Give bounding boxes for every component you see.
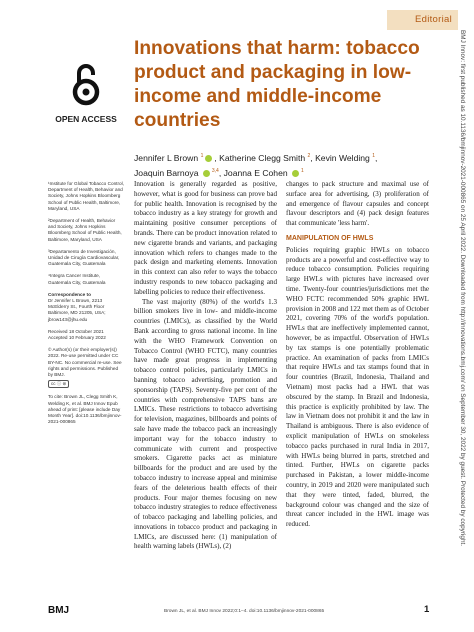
- accepted-date: Accepted 10 February 2022: [48, 335, 106, 341]
- open-access-label: OPEN ACCESS: [55, 114, 117, 124]
- paragraph: Policies requiring graphic HWLs on tobacco products are a powerful and cost-effective way to reduce tobacco consumption. Policies requiring large HWLs with pictures have increased over time. Twenty-four countries/jurisdictions met the WHO FCTC recommended 50% graphic HWL provision in 2008 and 122 met them as of October 2021, covering 70% of the world's population. HWLs that are ineffectively implemented cannot, however, be as impactful. Observation of HWLs by tax stamps is one potentially problematic practice. An examination of packs from LMICs that require HWLs and tax stamps found that in four countries (Brazil, Indonesia, Thailand and Vietnam) most packs had a HWL that was obscured by the stamp. In Brazil and Indonesia, this practice is explicitly prohibited by law. The law in Vietnam does not prohibit it and the law in Thailand is ambiguous. There is also evidence of explicit manipulation of HWLs on smokeless tobacco packs purchased in rural India in 2017, with HWLs being blurred in parts, stretched and tinted. Further, HWLs on cigarette packs purchased in Pakistan, a lower middle-income country, in 2019 and 2020 were manipulated such that they were tinted, faded, blurred, the background colour was changed and the size of threat cancer included in the HWL image was reduced.: [286, 245, 429, 529]
- affiliation: ¹Institute for Global Tobacco Control, Department of Health, Behavior and Society, Johns Hopkins Bloomberg School of Public Health, Baltimore, Maryland, USA: [48, 181, 124, 211]
- section-heading: MANIPULATION OF HWLS: [286, 234, 374, 242]
- affiliation: ²Department of Health, Behavior and Society, Johns Hopkins Bloomberg School of Public Health, Baltimore, Maryland, USA: [48, 218, 122, 242]
- correspondence-body: Dr Jennifer L Brown, 2213 McElderry St., Fourth Floor Baltimore, MD 21205, USA; jbrow143@jhu.edu: [48, 298, 106, 322]
- author-name: Katherine Clegg Smith: [219, 152, 306, 163]
- paragraph: The vast majority (80%) of the world's 1.3 billion smokers live in low- and middle-income countries (LMICs), as classified by the World Bank according to gross national income. In line with the WHO Framework Convention on Tobacco Control (WHO FCTC), many countries have made great progress in implementing tobacco control policies, particularly LMICs in banning tobacco advertising, promotion and sponsorship (TAPS). Seventy-five per cent of the countries with comprehensive TAPS bans are LMICs. These restrictions to tobacco advertising for television, magazines, billboards and points of sale have made the tobacco pack an increasingly important way for the tobacco industry to communicate with current and prospective smokers. Cigarette packs act as miniature billboards for the product and are used by the tobacco industry to increase appeal and minimise fears of the deleterious health effects of their products. Four major themes focusing on new tobacco industry strategies to reduce effectiveness of tobacco packaging and labelling policies, and innovations in tobacco product and packaging in LMICs, are discussed here: (1) manipulation of health warning labels (HWLs), (2): [134, 297, 277, 551]
- orcid-icon[interactable]: [205, 155, 212, 162]
- page-number: 1: [424, 604, 430, 615]
- paragraph: changes to pack structure and maximal use of surface area for advertising, (3) proliferation of and emergence of flavour capsules and concept flavour descriptors and (4) pack design features that communicate 'less harm'.: [286, 180, 429, 228]
- body-column-left: [134, 180, 277, 552]
- received-date: Received 18 October 2021: [48, 328, 104, 334]
- author-name: Joanna E Cohen: [223, 167, 288, 178]
- citation-box: To cite: Brown JL, Clegg Smith K, Welding K, et al. BMJ Innov Epub ahead of print: [please include Day Month Year]. doi:10.1136/bmjinnov-2021-000865: [48, 394, 122, 425]
- orcid-icon[interactable]: [203, 170, 210, 177]
- author-name: Joaquin Barnoya: [134, 167, 199, 178]
- copyright-notice: © Author(s) (or their employer(s)) 2022. Re-use permitted under CC BY-NC. No commercial re-use. See rights and permissions. Published by BMJ.: [48, 347, 122, 378]
- download-notice[interactable]: BMJ Innov: first published as 10.1136/bmjinnov-2021-000865 on 25 April 2022. Downloaded from http://innovations.bmj.com/ on September 30, 2022 by guest. Protected by copyright.: [459, 30, 466, 547]
- author-list: Jennifer L Brown $^1$ , Katherine Clegg Smith $^2$, Kevin Welding $^1$, Joaquin Barnoya $^{3,4}$, Joanna E Cohen $^1$: [134, 152, 378, 178]
- affiliation: ³Departamento de Investigación, Unidad de Cirugía Cardiovascular, Guatemala City, Guatemala: [48, 248, 120, 267]
- author-name: Jennifer L Brown: [134, 152, 199, 163]
- paragraph: Innovation is generally regarded as positive, however, what is good for business can prove bad for public health. Innovation is recognised by the tobacco industry as a key strategy for growth and maintaining positive consumer perceptions of brands. There can be product innovation related to new cigarette brands and variants, and packaging innovation which refers to changes made to the pack design and marketing elements. Innovation in this context can also refer to ways the tobacco industry responds to new tobacco packaging and labelling policies to reduce their effectiveness.: [134, 180, 277, 296]
- author-name: Kevin Welding: [315, 152, 370, 163]
- open-access-badge: [48, 62, 124, 124]
- orcid-icon[interactable]: [292, 170, 299, 177]
- footer-citation: Brown JL, et al. BMJ Innov 2022;0:1–4. doi:10.1136/bmjinnov-2021-000865: [164, 609, 325, 614]
- cc-license-icon: cc ⓘ ⊜: [48, 380, 69, 388]
- open-access-lock-icon: [71, 62, 101, 106]
- section-tag: Editorial: [387, 10, 458, 30]
- affiliation: ⁴Integra Cancer Institute, Guatemala City, Guatemala: [48, 273, 106, 285]
- bmj-logo: BMJ: [48, 605, 70, 616]
- correspondence-heading: Correspondence to: [48, 291, 91, 297]
- article-sidebar: [48, 181, 124, 432]
- download-notice-strip: [456, 30, 468, 610]
- body-column-right: [286, 180, 429, 530]
- article-title: Innovations that harm: tobacco product and packaging in low-income and middle-income countries: [134, 38, 420, 131]
